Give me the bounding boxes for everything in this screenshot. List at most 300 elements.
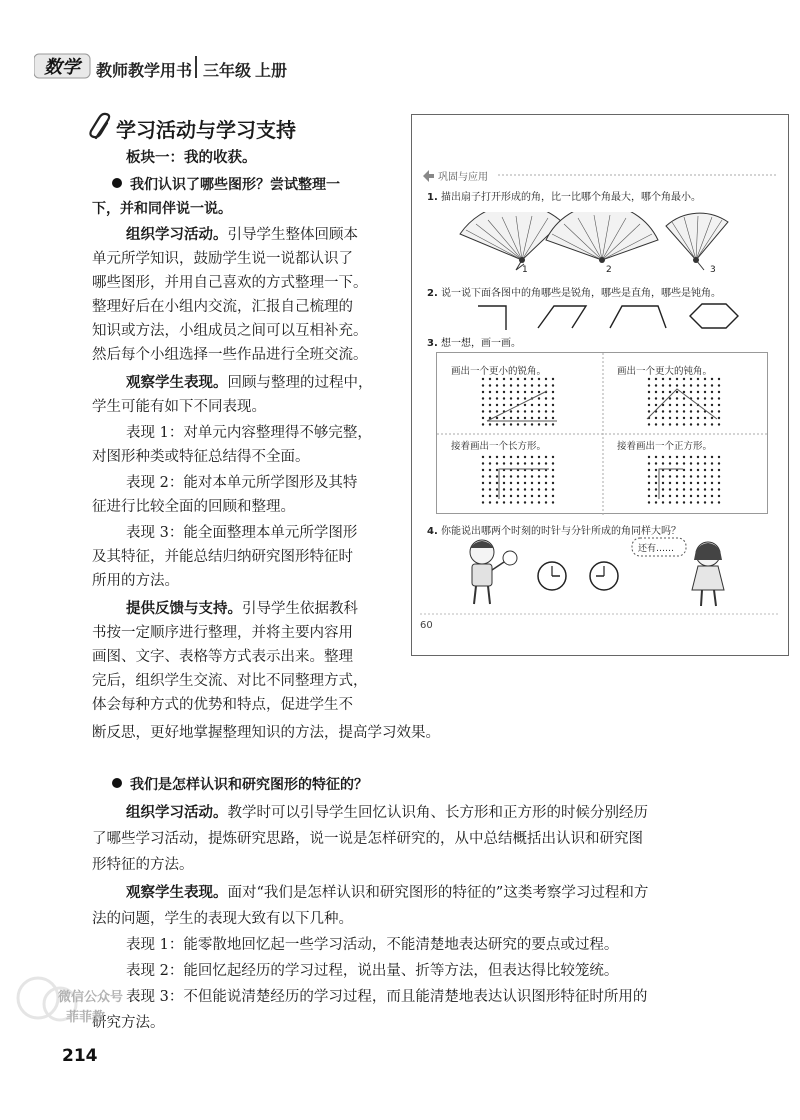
- grid-dot: [676, 482, 678, 484]
- grid-dot: [676, 488, 678, 490]
- grid-dot: [545, 423, 547, 425]
- grid-dot: [704, 469, 706, 471]
- grid-dot: [704, 482, 706, 484]
- q2-obs-l1-text: 面对“我们是怎样认识和研究图形的特征的”这类考察学习过程和方: [227, 885, 649, 901]
- grid-dot: [669, 495, 671, 497]
- arrow-icon: [423, 170, 434, 182]
- grid-dot: [531, 384, 533, 386]
- grid-dot: [503, 495, 505, 497]
- grid-dot: [648, 482, 650, 484]
- grid-dot: [510, 501, 512, 503]
- question-one-heading-l2: 下，并和同伴说一说。: [92, 201, 232, 217]
- textbook-q3: [427, 334, 521, 349]
- grid-dot: [517, 456, 519, 458]
- feedback-l1-text: 引导学生依据教科: [242, 601, 358, 617]
- grid-dot: [482, 384, 484, 386]
- fan-label-3: 3: [710, 265, 716, 274]
- grid-dot: [655, 482, 657, 484]
- grid-dot: [489, 410, 491, 412]
- grid-dot: [510, 475, 512, 477]
- grid-dot: [510, 488, 512, 490]
- grid-dot: [545, 488, 547, 490]
- grid-dot: [718, 456, 720, 458]
- grid-dot: [718, 423, 720, 425]
- grid-dot: [697, 488, 699, 490]
- grid-dot: [517, 410, 519, 412]
- grid-dot: [482, 475, 484, 477]
- grid-dot: [655, 378, 657, 380]
- grid-dot: [496, 397, 498, 399]
- grid-dot: [552, 378, 554, 380]
- grid-dot: [711, 462, 713, 464]
- grid-dot: [669, 410, 671, 412]
- girl-illustration: [692, 542, 724, 606]
- grid-dot: [718, 462, 720, 464]
- grid-dot: [510, 384, 512, 386]
- grid-dot: [690, 384, 692, 386]
- q2-org-l1-text: 教学时可以引导学生回忆认识角、长方形和正方形的时候分别经历: [227, 805, 648, 821]
- textbook-q4-num: 4.: [427, 526, 438, 537]
- grid-dot: [552, 488, 554, 490]
- grid-dot: [524, 423, 526, 425]
- grid-dot: [538, 495, 540, 497]
- feedback-paragraph-l6: 断反思，更好地掌握整理知识的方法，提高学习效果。: [92, 725, 440, 741]
- header-grade: 三年级: [203, 61, 252, 80]
- grid-dot: [531, 391, 533, 393]
- grid-dot: [711, 482, 713, 484]
- grid-dot: [655, 469, 657, 471]
- grid-dot: [517, 501, 519, 503]
- grid-dot: [538, 456, 540, 458]
- textbook-q2: [427, 284, 721, 299]
- grid-dot: [496, 404, 498, 406]
- grid-dot: [545, 404, 547, 406]
- grid-dot: [669, 488, 671, 490]
- grid-dot: [669, 397, 671, 399]
- grid-dot: [545, 384, 547, 386]
- grid-dot: [517, 423, 519, 425]
- grid-dot: [531, 456, 533, 458]
- grid-dot: [489, 423, 491, 425]
- header-book-title: 教师教学用书: [96, 61, 193, 80]
- grid-dot: [545, 495, 547, 497]
- grid-dot: [552, 384, 554, 386]
- grid-dot: [489, 404, 491, 406]
- feedback-paragraph-l1: [126, 599, 358, 619]
- grid-dot: [648, 456, 650, 458]
- grid-dot: [718, 417, 720, 419]
- grid-dot: [697, 391, 699, 393]
- grid-dot: [683, 495, 685, 497]
- grid-dot: [718, 384, 720, 386]
- grid-dot: [538, 482, 540, 484]
- grid-dot: [524, 482, 526, 484]
- angle-right: [478, 306, 506, 330]
- grid-dot: [545, 410, 547, 412]
- grid-dot: [489, 456, 491, 458]
- grid-dot: [683, 488, 685, 490]
- drawing-grid-box: [436, 352, 768, 514]
- grid-dot: [482, 462, 484, 464]
- grid-dot: [489, 501, 491, 503]
- grid-dot: [683, 475, 685, 477]
- fan-label-2: 2: [606, 265, 612, 274]
- q2-performance-three-l2: 研究方法。: [92, 1015, 165, 1031]
- cell-label-4: 接着画出一个正方形。: [617, 441, 713, 452]
- grid-dot: [697, 501, 699, 503]
- grid-dot: [655, 488, 657, 490]
- grid-dot: [482, 410, 484, 412]
- grid-dot: [711, 384, 713, 386]
- grid-dot: [531, 482, 533, 484]
- org-label: 组织学习活动。: [126, 227, 228, 243]
- grid-dot: [489, 469, 491, 471]
- grid-dot: [662, 501, 664, 503]
- grid-dot: [697, 423, 699, 425]
- grid-dot: [489, 475, 491, 477]
- block-one-title: 板块一：我的收获。: [126, 149, 257, 166]
- grid-dot: [676, 378, 678, 380]
- grid-dot: [676, 495, 678, 497]
- watermark-line2: 菲菲教: [66, 1010, 106, 1025]
- grid-dot: [718, 397, 720, 399]
- grid-dot: [496, 488, 498, 490]
- grid-dot: [531, 488, 533, 490]
- grid-dot: [718, 501, 720, 503]
- grid-dot: [538, 397, 540, 399]
- grid-dot: [655, 404, 657, 406]
- header-divider: [195, 56, 197, 78]
- grid-dot: [503, 397, 505, 399]
- grid-dot: [655, 391, 657, 393]
- grid-dot: [676, 391, 678, 393]
- grid-dot: [690, 404, 692, 406]
- grid-dot: [503, 462, 505, 464]
- org-paragraph-l1: [126, 225, 358, 245]
- grid-dot: [697, 482, 699, 484]
- grid-dot: [503, 384, 505, 386]
- grid-dot: [503, 482, 505, 484]
- grid-dot: [482, 397, 484, 399]
- grid-dot: [510, 378, 512, 380]
- grid-dot: [489, 384, 491, 386]
- grid-dot: [524, 456, 526, 458]
- grid-dot: [655, 417, 657, 419]
- bullet-icon: [112, 178, 122, 188]
- hexagon-shape: [690, 304, 738, 328]
- grid-dot: [517, 488, 519, 490]
- grid-dot: [690, 495, 692, 497]
- grid-dot: [510, 397, 512, 399]
- grid-dot: [697, 417, 699, 419]
- grid-dot: [718, 404, 720, 406]
- grid-dot: [517, 384, 519, 386]
- q2-org-l1: [126, 803, 648, 823]
- grid-dot: [510, 410, 512, 412]
- grid-dot: [648, 410, 650, 412]
- grid-dot: [718, 391, 720, 393]
- grid-dot: [697, 378, 699, 380]
- grid-dot: [662, 482, 664, 484]
- grid-dot: [683, 462, 685, 464]
- subject-logo: [34, 52, 92, 80]
- grid-dot: [552, 469, 554, 471]
- org-paragraph-l2: 单元所学知识，鼓励学生说一说都认识了: [92, 251, 353, 267]
- grid-dot: [482, 456, 484, 458]
- grid-dot: [711, 469, 713, 471]
- grid-dot: [482, 488, 484, 490]
- grid-dot: [655, 384, 657, 386]
- grid-dot: [662, 462, 664, 464]
- rectangle-start-lines: [499, 469, 549, 499]
- grid-dot: [538, 417, 540, 419]
- clock-scene: [460, 536, 760, 610]
- inset-dashed-rule: [420, 612, 780, 616]
- grid-dot: [503, 404, 505, 406]
- grid-dot: [531, 404, 533, 406]
- feedback-paragraph-l2: 书按一定顺序进行整理，并将主要内容用: [92, 625, 353, 641]
- grid-dot: [524, 475, 526, 477]
- grid-dot: [538, 378, 540, 380]
- grid-dot: [690, 456, 692, 458]
- grid-dot: [489, 488, 491, 490]
- grid-dot: [538, 462, 540, 464]
- org-paragraph-l3: 哪些图形，并用自己喜欢的方式整理一下。: [92, 275, 368, 291]
- performance-three-l1: 表现 3：能全面整理本单元所学图形: [126, 525, 358, 541]
- obs-label: 观察学生表现。: [126, 375, 228, 391]
- grid-dot: [711, 378, 713, 380]
- grid-dot: [711, 391, 713, 393]
- q2-performance-three-l1: 表现 3：不但能说清楚经历的学习过程，而且能清楚地表达认识图形特征时所用的: [126, 989, 648, 1005]
- q2-obs-label: 观察学生表现。: [126, 885, 228, 901]
- performance-two-l2: 征进行比较全面的回顾和整理。: [92, 499, 295, 515]
- grid-dot: [662, 475, 664, 477]
- grid-dot: [545, 417, 547, 419]
- grid-dot: [690, 482, 692, 484]
- grid-dot: [690, 475, 692, 477]
- grid-dot: [648, 423, 650, 425]
- grid-dot: [496, 378, 498, 380]
- header-volume: 上册: [255, 61, 288, 80]
- grid-dot: [683, 404, 685, 406]
- feedback-paragraph-l3: 画图、文字、表格等方式表示出来。整理: [92, 649, 353, 665]
- grid-dot: [690, 462, 692, 464]
- grid-dot: [538, 391, 540, 393]
- grid-dot: [517, 378, 519, 380]
- grid-dot: [510, 482, 512, 484]
- grid-dot: [538, 475, 540, 477]
- fan-2: [546, 212, 658, 263]
- grid-dot: [517, 482, 519, 484]
- speech-bubble: [632, 538, 686, 556]
- grid-dot: [489, 391, 491, 393]
- grid-dot: [711, 410, 713, 412]
- grid-dot: [655, 495, 657, 497]
- grid-dot: [552, 482, 554, 484]
- grid-dot: [489, 397, 491, 399]
- grid-dot: [552, 495, 554, 497]
- grid-dot: [704, 384, 706, 386]
- performance-one-l1: 表现 1：对单元内容整理得不够完整，: [126, 425, 372, 441]
- grid-dot: [524, 391, 526, 393]
- grid-dot: [676, 423, 678, 425]
- grid-dot: [524, 501, 526, 503]
- grid-dot: [697, 495, 699, 497]
- grid-dot: [704, 397, 706, 399]
- grid-dot: [524, 495, 526, 497]
- textbook-q3-text: 想一想，画一画。: [440, 338, 521, 349]
- grid-dot: [704, 417, 706, 419]
- grid-dot: [545, 378, 547, 380]
- grid-dot: [648, 462, 650, 464]
- grid-dot: [697, 410, 699, 412]
- grid-dot: [510, 423, 512, 425]
- grid-dot: [496, 482, 498, 484]
- cell-label-1: 画出一个更小的锐角。: [451, 366, 547, 377]
- textbook-q4: [427, 522, 681, 537]
- grid-dot: [676, 475, 678, 477]
- textbook-q1: [427, 188, 701, 203]
- grid-dot: [690, 410, 692, 412]
- grid-dot: [683, 378, 685, 380]
- grid-dot: [545, 456, 547, 458]
- grid-dot: [711, 397, 713, 399]
- grid-dot: [496, 384, 498, 386]
- org-l1-text: 引导学生整体回顾本: [227, 227, 358, 243]
- grid-dot: [482, 501, 484, 503]
- grid-dot: [510, 456, 512, 458]
- grid-dot: [690, 391, 692, 393]
- grid-dot: [697, 462, 699, 464]
- grid-dot: [524, 384, 526, 386]
- grid-dot: [669, 423, 671, 425]
- grid-dot: [676, 384, 678, 386]
- watermark-line1: 微信公众号: [58, 990, 124, 1005]
- grid-dot: [503, 475, 505, 477]
- grid-dot: [662, 456, 664, 458]
- grid-dot: [711, 404, 713, 406]
- grid-dot: [524, 462, 526, 464]
- grid-dot: [683, 482, 685, 484]
- grid-dot: [552, 456, 554, 458]
- performance-three-l2: 及其特征，并能总结归纳研究图形特征时: [92, 549, 353, 565]
- grid-dot: [704, 475, 706, 477]
- textbook-page-number: 60: [420, 620, 433, 631]
- grid-dot: [655, 501, 657, 503]
- grid-dot: [648, 404, 650, 406]
- grid-dot: [690, 469, 692, 471]
- grid-dot: [690, 423, 692, 425]
- cell-label-2: 画出一个更大的钝角。: [617, 366, 713, 377]
- grid-dot: [655, 423, 657, 425]
- grid-dot: [552, 397, 554, 399]
- grid-dot: [655, 456, 657, 458]
- org-paragraph-l4: 整理好后在小组内交流，汇报自己梳理的: [92, 299, 353, 315]
- grid-dot: [503, 423, 505, 425]
- grid-dot: [648, 475, 650, 477]
- grid-dot: [676, 410, 678, 412]
- grid-dot: [552, 423, 554, 425]
- grid-dot: [510, 495, 512, 497]
- grid-dot: [531, 378, 533, 380]
- grid-dot: [648, 501, 650, 503]
- grid-dot: [648, 488, 650, 490]
- grid-dot: [503, 456, 505, 458]
- grid-dot: [482, 482, 484, 484]
- grid-dot: [697, 384, 699, 386]
- grid-dot: [690, 417, 692, 419]
- page-number: 214: [62, 1046, 98, 1066]
- grid-dot: [482, 378, 484, 380]
- grid-dot: [676, 456, 678, 458]
- textbook-q1-num: 1.: [427, 192, 438, 203]
- grid-dot: [704, 495, 706, 497]
- clock-face-2: [590, 562, 618, 590]
- textbook-q1-text: 描出扇子打开形成的角，比一比哪个角最大，哪个角最小。: [440, 192, 701, 203]
- grid-dot: [524, 378, 526, 380]
- grid-dot: [648, 495, 650, 497]
- grid-dot: [552, 404, 554, 406]
- grid-dot: [669, 462, 671, 464]
- bullet-icon: [112, 778, 122, 788]
- grid-dot: [711, 475, 713, 477]
- grid-dot: [531, 495, 533, 497]
- grid-dot: [503, 417, 505, 419]
- question-two-heading-text: 我们是怎样认识和研究图形的特征的？: [130, 777, 368, 793]
- grid-dot: [648, 378, 650, 380]
- grid-dot: [510, 404, 512, 406]
- textbook-q2-num: 2.: [427, 288, 438, 299]
- grid-dot: [718, 410, 720, 412]
- performance-one-l2: 对图形种类或特征总结得不全面。: [92, 449, 310, 465]
- grid-dot: [482, 423, 484, 425]
- grid-dot: [531, 410, 533, 412]
- q2-obs-l1: [126, 883, 648, 903]
- question-one-heading: [112, 175, 340, 195]
- grid-dot: [676, 404, 678, 406]
- grid-dot: [552, 475, 554, 477]
- grid-dot: [676, 501, 678, 503]
- boy-illustration: [470, 540, 517, 604]
- grid-dot: [669, 417, 671, 419]
- grid-dot: [711, 488, 713, 490]
- q2-obs-l2: 法的问题，学生的表现大致有以下几种。: [92, 911, 353, 927]
- grid-dot: [669, 482, 671, 484]
- grid-dot: [503, 378, 505, 380]
- grid-dot: [683, 469, 685, 471]
- grid-dot: [648, 397, 650, 399]
- grid-dot: [683, 397, 685, 399]
- grid-dot: [662, 378, 664, 380]
- grid-dot: [697, 469, 699, 471]
- grid-dot: [662, 417, 664, 419]
- grid-dot: [690, 488, 692, 490]
- grid-dot: [517, 397, 519, 399]
- grid-dot: [538, 501, 540, 503]
- grid-dot: [538, 404, 540, 406]
- grid-dot: [662, 391, 664, 393]
- angle-obtuse: [610, 306, 666, 328]
- grid-dot: [531, 462, 533, 464]
- grid-dot: [496, 456, 498, 458]
- obtuse-angle-lines: [647, 389, 717, 419]
- grid-dot: [711, 456, 713, 458]
- grid-dot: [531, 501, 533, 503]
- grid-dot: [676, 397, 678, 399]
- grid-dot: [552, 417, 554, 419]
- textbook-q3-num: 3.: [427, 338, 438, 349]
- grid-dot: [718, 482, 720, 484]
